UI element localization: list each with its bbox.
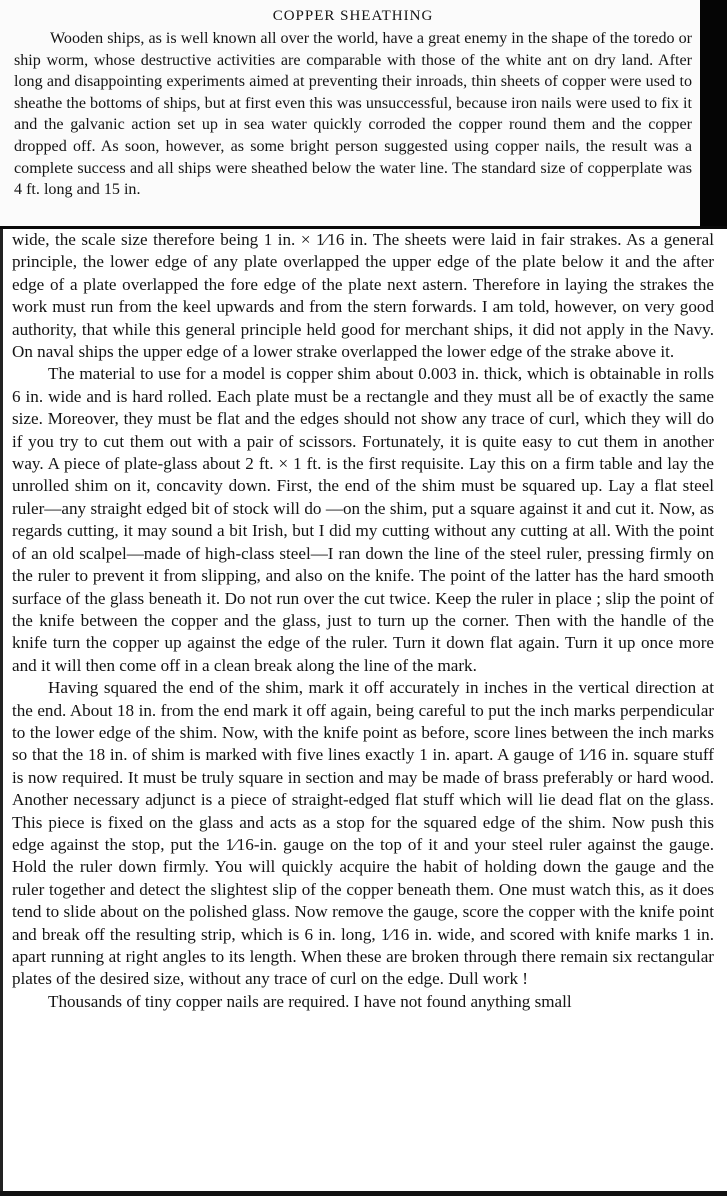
intro-paragraph: Wooden ships, as is well known all over the world, have a great enemy in the shape of the toredo or ship worm, whose destructive activities are comparable with those of the white ant on dry land. After long and disappointing experiments aimed at preventing their inroads, thin sheets of copper were used to sheathe the bottoms of ships, but at first even this was unsuccessful, because iron nails were used to fix it and the galvanic action set up in sea water quickly corroded the copper round them and the copper dropped off. As soon, however, as some bright person suggested using copper nails, the result was a complete success and all ships were sheathed below the water line. The standard size of copperplate was 4 ft. long and 15 in. bbox=[14, 30, 692, 199]
scan-bottom-edge bbox=[0, 1191, 727, 1196]
paragraph-continuation: wide, the scale size therefore being 1 in. × 1⁄16 in. The sheets were laid in fair strakes. As a general principle, the lower edge of any plate overlapped the upper edge of the plate below it and the after edge of a plate overlapped the fore edge of the plate next astern. Therefore in laying the strakes the work must run from the keel upwards and from the stern forwards. I am told, however, on very good authority, that while this general principle held good for merchant ships, it did not apply in the Navy. On naval ships the upper edge of a lower strake overlapped the lower edge of the strake above it. bbox=[12, 230, 714, 362]
lower-text-block bbox=[12, 229, 714, 1013]
paragraph-nails: Thousands of tiny copper nails are required. I have not found anything small bbox=[48, 991, 572, 1011]
paragraph-squaring: Having squared the end of the shim, mark it off accurately in inches in the vertical direction at the end. About 18 in. from the end mark it off again, being careful to put the inch marks perpendicular to the lower edge of the shim. Now, with the knife point as before, score lines between the inch marks so that the 18 in. of shim is marked with five lines exactly 1 in. apart. A gauge of 1⁄16 in. square stuff is now required. It must be truly square in section and may be made of brass preferably or hard wood. Another necessary adjunct is a piece of straight-edged flat stuff which will lie dead flat on the glass. This piece is fixed on the glass and acts as a stop for the squared edge of the shim. Now push this edge against the stop, put the 1⁄16-in. gauge on the top of it and your steel ruler against the gauge. Hold the ruler down firmly. You will quickly acquire the habit of holding down the gauge and the ruler together and detect the slightest slip of the copper beneath them. One must watch this, as it does tend to slide about on the polished glass. Now remove the gauge, score the copper with the knife point and break off the resulting strip, which is 6 in. long, 1⁄16 in. wide, and scored with knife marks 1 in. apart running at right angles to its length. When these are broken through there remain six rectangular plates of the desired size, without any trace of curl on the edge. Dull work ! bbox=[12, 678, 714, 989]
paragraph-material: The material to use for a model is copper shim about 0.003 in. thick, which is obtainable in rolls 6 in. wide and is hard rolled. Each plate must be a rectangle and they must all be of exactly the same size. Moreover, they must be flat and the edges should not show any trace of curl, which they will do if you try to cut them out with a pair of scissors. Fortunately, it is quite easy to cut them in another way. A piece of plate-glass about 2 ft. × 1 ft. is the first requisite. Lay this on a firm table and lay the unrolled shim on it, concavity down. First, the end of the shim must be squared up. Lay a flat steel ruler—any straight edged bit of stock will do —on the shim, put a square against it and cut it. Now, as regards cutting, it may sound a bit Irish, but I did my cutting without any cutting at all. With the point of an old scalpel—made of high-class steel—I ran down the line of the steel ruler, pressing firmly on the ruler to prevent it from slipping, and also on the knife. The point of the latter has the hard smooth surface of the glass beneath it. Do not run over the cut twice. Keep the ruler in place ; slip the point of the knife between the copper and the glass, just to turn up the corner. Then with the handle of the knife turn the copper up against the edge of the ruler. Turn it down flat again. Turn it up once more and it will then come off in a clean break along the line of the mark. bbox=[12, 364, 714, 675]
section-heading: COPPER SHEATHING bbox=[272, 8, 434, 24]
upper-text-block bbox=[14, 6, 692, 201]
scan-left-edge bbox=[0, 229, 3, 1196]
scan-edge-shadow bbox=[700, 0, 727, 228]
